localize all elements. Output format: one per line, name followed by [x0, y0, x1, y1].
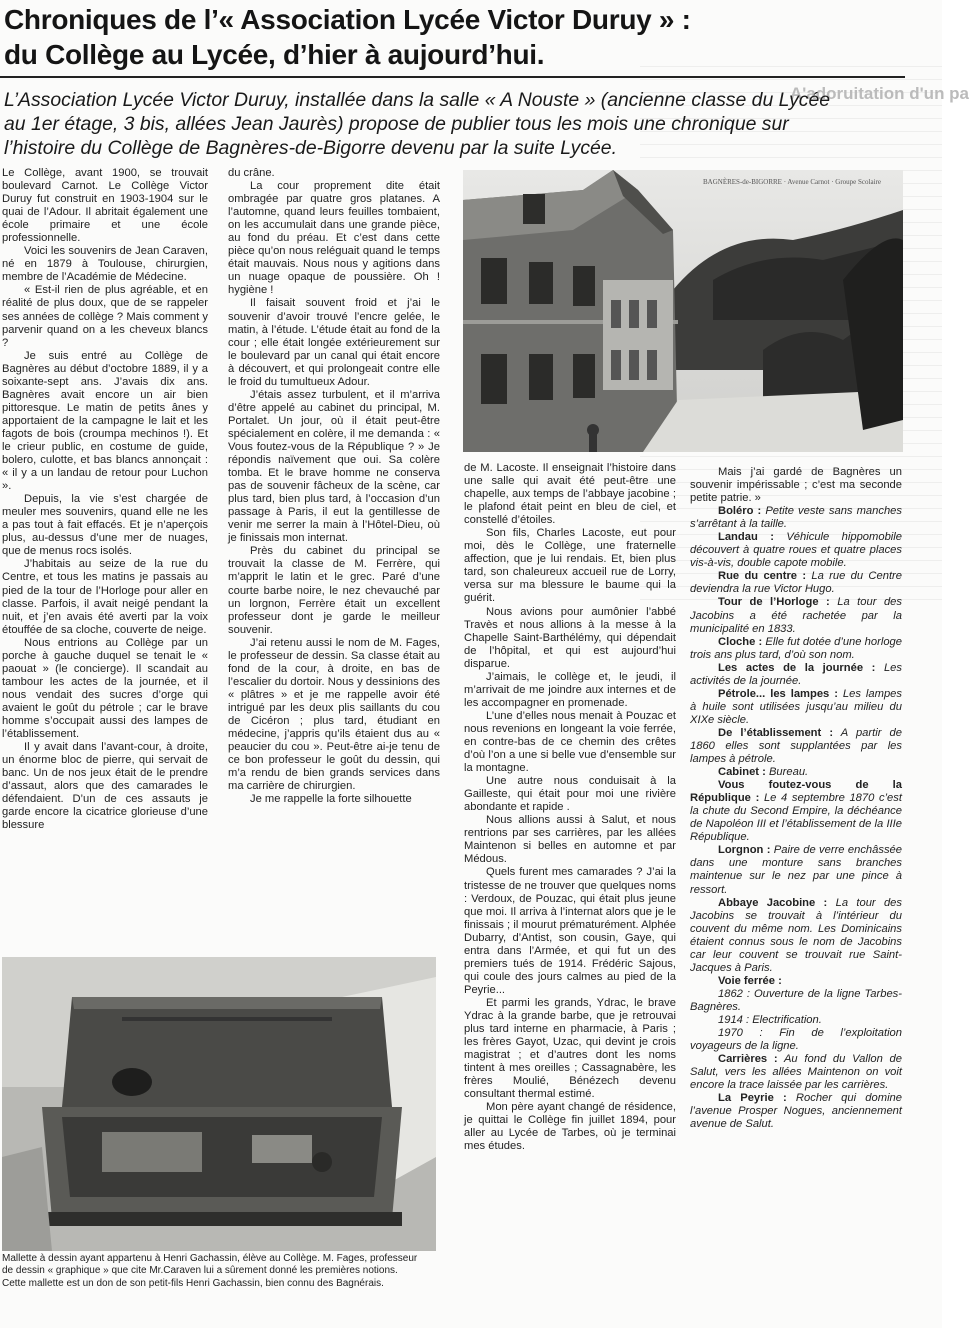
- paragraph: Mon père ayant changé de résidence, je quittai le Collège fin juillet 1894, pour aller au Lycée de Tarbes, où je terminai mes études.: [464, 1101, 676, 1153]
- title-rule: [0, 76, 905, 78]
- glossary-entry: [690, 988, 902, 1014]
- drawing-case-illustration: [2, 957, 436, 1251]
- photo-caption: [2, 1253, 438, 1290]
- glossary-term: La Peyrie :: [718, 1092, 787, 1105]
- glossary-entry: [690, 1092, 902, 1131]
- glossary-definition: La tour des Jacobins a été rachetée par la municipalité en 1833.: [690, 596, 902, 635]
- caption-line: Cette mallette est un don de son petit-fils Henri Gachassin, bien connu des Bagnérais.: [2, 1277, 384, 1289]
- glossary-entry: [690, 1053, 902, 1092]
- paragraph: La cour proprement dite était ombragée par quatre gros platanes. A l’automne, quand leurs feuilles tombaient, on les accumulait dans une grande pièce, au fond du préau. Et c’est dans cette pièce qu’on nous reléguait quand le temps était mauvais. Nous nous y agitions dans un nuage opaque de poussière. Oh ! hygiène !: [228, 180, 440, 297]
- paragraph: de M. Lacoste. Il enseignait l’histoire dans une salle qui avait été peut-être une chapelle, aux temps de l’abbaye jacobine ; le plafond était peint en bleu de ciel, et constellé d’étoiles.: [464, 462, 676, 527]
- intro-line: au 1er étage, 3 bis, allées Jean Jaurès) propose de publier tous les mois une chronique sur: [4, 113, 789, 135]
- glossary-term: Lorgnon :: [718, 844, 771, 857]
- glossary-definition: Les lampes à huile sont utilisées jusqu’au milieu du XIXe siècle.: [690, 687, 902, 726]
- glossary-definition: 1970 : Fin de l’exploitation voyageurs de la ligne.: [690, 1027, 902, 1053]
- paragraph: Et parmi les grands, Ydrac, le brave Ydrac à la grande barbe, que je retrouvai plus tard interne en pharmacie, à Paris ; les frères Gayot, Uzac, qui devint je crois magistrat ; et d’autres dont les noms tintent à mes oreilles ; Cassagnabère, les frères Moulié, Bénézech devenu consultant thermal estimé.: [464, 996, 676, 1101]
- paragraph: Nous avions pour aumônier l’abbé Travès et nous allions à la messe à la Chapelle Saint-Barthélémy, qui dépendait de l’hôpital, et qui est aujourd’hui disparue.: [464, 605, 676, 670]
- glossary-entry: [690, 662, 902, 688]
- glossary-term: Les actes de la journée :: [718, 661, 876, 674]
- paragraph: Nous allions aussi à Salut, et nous rentrions par ses carrières, par les allées Maintenon si belles en automne et par Médous.: [464, 814, 676, 866]
- paragraph: J’ai retenu aussi le nom de M. Fages, le professeur de dessin. Sa classe était au fond de la cour, à droite, en bas de l’escalier du dortoir. Nous y dessinions des « plâtres » et je me rappelle avoir été intrigué par les deux plis saillants du cou de Cicéron ; plus tard, étudiant en médecine, j’appris qu’ils étaient dus au « peaucier du cou ». Peut-être ai-je tenu de ce bon professeur le goût du dessin, qui m’a rendu de bien grands services dans ma carrière de chirurgien.: [228, 636, 440, 793]
- glossary-term: Abbaye Jacobine :: [718, 896, 828, 909]
- glossary-entry: [690, 505, 902, 531]
- caption-line: Mallette à dessin ayant appartenu à Henri Gachassin, élève au Collège. M. Fages, professeur: [2, 1253, 418, 1264]
- glossary-term: De l’établissement :: [718, 726, 834, 739]
- paragraph: « Est-il rien de plus agréable, et en réalité de plus doux, que de se rappeler ses années de collège ? Mais comment y parvenir quand on a les cheveux blancs ?: [2, 284, 208, 349]
- title-line-1: Chroniques de l’« Association Lycée Victor Duruy » :: [4, 4, 691, 35]
- caption-line: de dessin « graphique » que cite Mr.Caraven lui a sûrement donné les premières notions.: [2, 1265, 398, 1277]
- glossary-term: Cloche :: [718, 635, 763, 648]
- closing-paragraph: Mais j’ai gardé de Bagnères un souvenir impérissable ; c’est ma seconde petite patrie. »: [690, 466, 902, 505]
- column-4-glossary: [690, 466, 902, 1131]
- glossary-term: Carrières :: [718, 1053, 778, 1066]
- glossary-entry: [690, 1027, 902, 1053]
- glossary-entry: [690, 570, 902, 596]
- glossary-term: Pétrole... les lampes :: [718, 687, 838, 700]
- glossary-term: Landau :: [718, 531, 774, 544]
- title-line-2: du Collège au Lycée, d’hier à aujourd’hui.: [4, 39, 545, 70]
- drawing-case-photo: [2, 957, 436, 1251]
- glossary-definition: Bureau.: [765, 766, 809, 779]
- paragraph: Il y avait dans l’avant-cour, à droite, un énorme bloc de pierre, qui servait de banc. Un de nos jeux était de le prendre d’assaut, alors que des camarades le défendaient. D’un de ces assauts je garde encore la cicatrice glorieuse d’une blessure: [2, 741, 208, 832]
- paragraph: Le Collège, avant 1900, se trouvait boulevard Carnot. Le Collège Victor Duruy fut construit en 1903-1904 sur le quai de l’Adour. Il abritait également une école primaire et une école professionnelle.: [2, 167, 208, 245]
- glossary-definition: Les activités de la journée.: [690, 661, 903, 687]
- glossary-definition: Paire de verre enchâssée dans une monture sans branches maintenue sur le nez par une pince à ressort.: [690, 844, 902, 896]
- glossary-entry: [690, 766, 902, 779]
- article-title: [4, 2, 794, 72]
- glossary-list: [690, 505, 902, 1131]
- glossary-definition: 1914 : Electrification.: [718, 1013, 822, 1026]
- glossary-term: Rue du centre :: [718, 570, 807, 583]
- column-3: [464, 462, 676, 1153]
- paragraph: J’aimais, le collège et, le jeudi, il m’arrivait de me joindre aux internes et de les accompagner en promenade.: [464, 670, 676, 709]
- paragraph: Nous entrions au Collège par un porche à gauche duquel se tenait le « paouat » (le concierge). Il scandait au tambour les actes de la journée, et il nous vendait des sucres d’orge qui avaient le goût du pétrole ; car le brave homme s’occupait aussi des lampes de l’établissement.: [2, 636, 208, 741]
- glossary-definition: Elle fut dotée d’une horloge trois ans plus tard, d’où son nom.: [690, 635, 903, 661]
- glossary-term: Tour de l’Horloge :: [718, 596, 830, 609]
- paragraph: Je me rappelle la forte silhouette: [250, 793, 412, 806]
- glossary-definition: Petite veste sans manches s’arrêtant à la taille.: [690, 505, 902, 531]
- paragraph: J’étais assez turbulent, et il m’arriva d’être appelé au cabinet du principal, M. Portalet. Un jour, où il était peut-être spécialement en colère, il me demanda : « Vous foutez-vous de la République ? » Je répondis naïvement que oui. Sa colère tomba. Et le brave homme ne conserva pas de souvenir fâcheux de la scène, car plus tard, bien plus tard, à l’occasion d’un passage à Paris, il eut la gentillesse de venir me serrer la main à l’Hôtel-Dieu, où je finissais mon internat.: [228, 388, 440, 545]
- glossary-entry: [690, 636, 902, 662]
- glossary-term: Vous foutez-vous de la République :: [690, 779, 902, 805]
- paragraph: du crâne.: [228, 167, 275, 179]
- column-1: [2, 167, 208, 832]
- glossary-definition: 1862 : Ouverture de la ligne Tarbes-Bagnères.: [690, 987, 902, 1013]
- paragraph: Son fils, Charles Lacoste, eut pour moi, dès le Collège, une fraternelle affection, que je lui rendais. Et, bien plus tard, son chaleureux accueil rue de Lorry, versa sur ma blessure le baume qui la guérit.: [464, 527, 676, 605]
- paragraph: Depuis, la vie s’est chargée de meuler mes souvenirs, quand elle ne les a pas tout à fait effacés. Et je n’aperçois plus, au-dessus d’une mer de nuages, que de menus rocs isolés.: [2, 493, 208, 558]
- postcard-label: BAGNÈRES-de-BIGORRE · Avenue Carnot · Groupe Scolaire: [703, 178, 881, 186]
- glossary-definition: La tour des Jacobins se trouvait à l’intérieur du couvent du même nom. Les Dominicains étaient connus sous le nom de Jacobins car leur couvent se trouvait rue Saint-Jacques à Paris.: [690, 896, 902, 974]
- paragraph: Il faisait souvent froid et j’ai le souvenir d’avoir trouvé l’encre gelée, le matin, à l’étude. L’étude était au fond de la cour ; elle était longée extérieurement sur le boulevard par un canal qui était encore à découvert, et qui prolongeait contre elle le froid du tumultueux Adour.: [228, 297, 440, 388]
- glossary-definition: Véhicule hippomobile découvert à quatre roues et quatre places vis-à-vis, double capote mobile.: [690, 531, 902, 570]
- paragraph: Je suis entré au Collège de Bagnères au début d’octobre 1889, il y a soixante-sept ans. J’avais dix ans. Bagnères avait encore un air bien pittoresque. Le matin de petits ânes y apportaient de la campagne le lait et les fagots de bois (croumpa mechinos !). Et le crieur public, en costume de guide, bolero, culotte, et bas blancs annonçait : « il y a un landau de retour pour Luchon ».: [2, 349, 208, 493]
- article-intro: [4, 88, 904, 160]
- glossary-definition: A partir de 1860 elles sont supplantées par les lampes à pétrole.: [690, 726, 903, 766]
- glossary-entry: [690, 844, 902, 896]
- glossary-entry: [690, 779, 902, 844]
- intro-line: l’histoire du Collège de Bagnères-de-Bigorre devenu par la suite Lycée.: [4, 137, 617, 159]
- paragraph: Quels furent mes camarades ? J’ai la tristesse de ne trouver que quelques noms : Verdoux, de Pouzac, qui était plus jeune que moi. Il arriva à l’internat alors que je le finissais ; il mourut prématurément. Alphée Dubarry, d’Antist, son cousin, Gaye, qui entra dans l’Armée, et qui fut un des premiers tués de 1914. Frédéric Sajous, qui coule des jours calmes au pied de la Peyrie...: [464, 866, 676, 996]
- bleed-through-title: A'adoruitation d'un pa: [790, 84, 969, 103]
- glossary-definition: La rue du Centre deviendra la rue Victor Hugo.: [690, 570, 902, 596]
- glossary-definition: Au fond du Vallon de Salut, vers les allées Maintenon on voit encore la trace laissée par les carrières.: [690, 1053, 902, 1092]
- paragraph: Voici les souvenirs de Jean Caraven, né en 1879 à Toulouse, chirurgien, membre de l’Académie de Médecine.: [2, 245, 208, 284]
- glossary-term: Voie ferrée :: [718, 974, 782, 987]
- street-scene-illustration: [463, 170, 903, 452]
- glossary-entry: [690, 897, 902, 975]
- glossary-entry: [690, 727, 902, 766]
- glossary-entry: [690, 531, 902, 570]
- glossary-definition: Le 4 septembre 1870 c’est la chute du Second Empire, la déchéance de Napoléon III et l’établissement de la IIIe République.: [690, 792, 902, 844]
- glossary-entry: [690, 688, 902, 727]
- glossary-entry: [690, 596, 902, 635]
- glossary-definition: Rocher qui domine l’avenue Prosper Nogues, anciennement avenue de Salut.: [690, 1092, 902, 1131]
- glossary-entry: [690, 975, 902, 988]
- paragraph: J’habitais au seize de la rue du Centre, et tous les matins je passais au pied de la tour de l’Horloge pour aller en classe. Parfois, il avait neigé pendant la nuit, et j’en avais été averti par la voix étouffée de sa cloche, couverte de neige.: [2, 558, 208, 636]
- intro-line: L’Association Lycée Victor Duruy, installée dans la salle « A Nouste » (ancienne classe du Lycée: [4, 89, 831, 111]
- column-2: [228, 167, 440, 806]
- glossary-entry: [690, 1014, 902, 1027]
- street-postcard-photo: [463, 170, 903, 452]
- paragraph: Près du cabinet du principal se trouvait la classe de M. Ferrère, qui m’apprit le latin et le grec. Paré d’une courte barbe noire, le nez chevauché par un lorgnon, Ferrère était un excellent professeur dont je garde le meilleur souvenir.: [228, 545, 440, 636]
- glossary-term: Cabinet :: [718, 766, 766, 779]
- paragraph: L’une d’elles nous menait à Pouzac et nous revenions en longeant la voie ferrée, en contre-bas de ce chemin des crêtes d’où l’on a une si belle vue d’ensemble sur la montagne.: [464, 709, 676, 775]
- glossary-term: Boléro :: [718, 505, 762, 518]
- paragraph: Une autre nous conduisait à la Gailleste, qui était pour moi une rivière abondante et rapide .: [464, 775, 676, 814]
